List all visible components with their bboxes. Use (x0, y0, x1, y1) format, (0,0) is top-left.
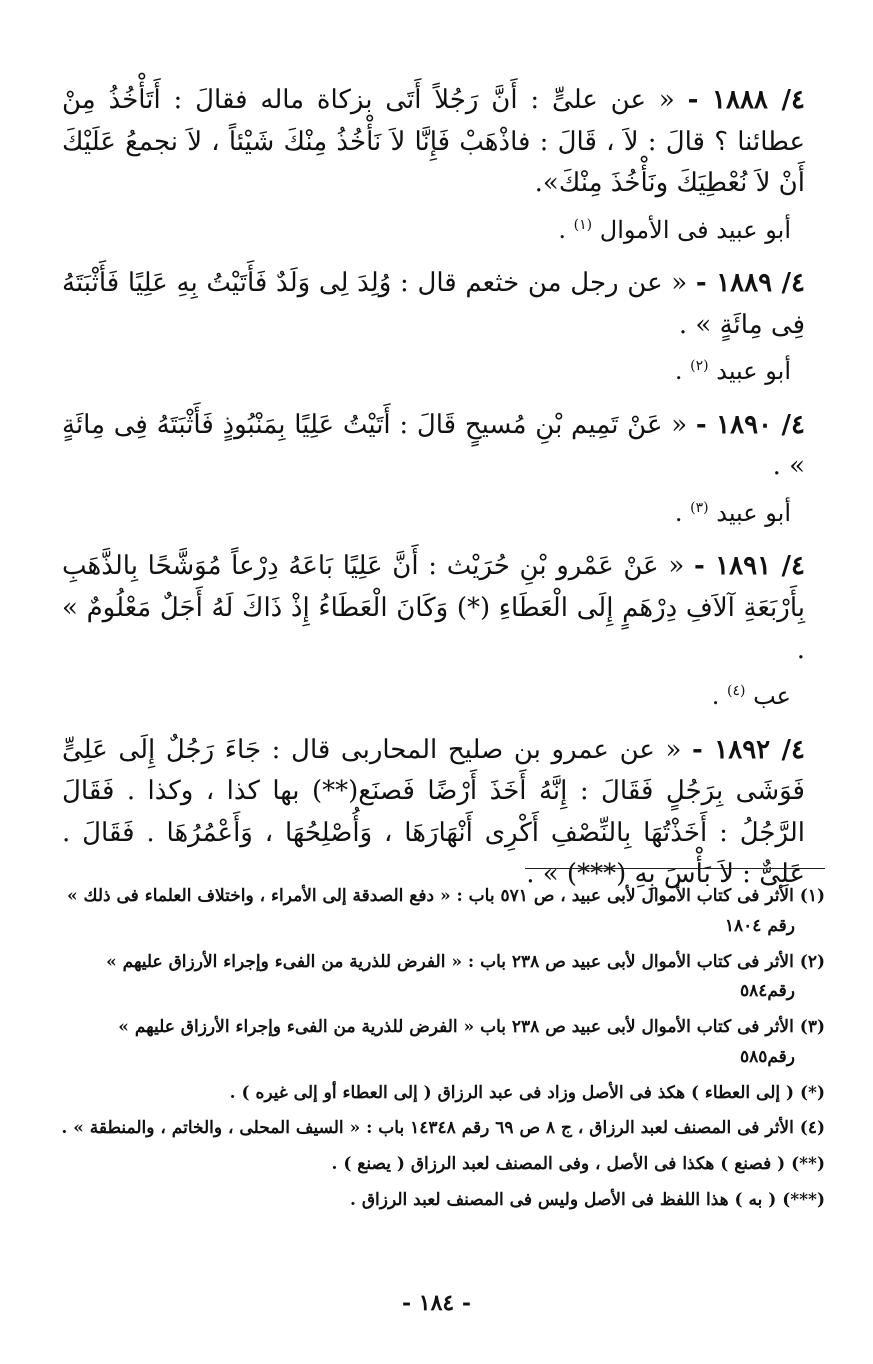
entry-number: ٤/ ١٨٩٠ - (695, 409, 805, 440)
footnote-triple-star (40, 1186, 825, 1216)
footnote-ref: (١) (573, 216, 593, 233)
entry-body: « عن عمرو بن صليح المحاربى قال : جَاءَ رَجُلٌ إِلَى عَلِىٍّ فَوَشَى بِرَجُلٍ فَقَالَ : إِنَّهُ أَخَذَ أَرْضًا فَصنَع(**) بها كذا ، وكذا . فَقَالَ الرَّجُلُ : أَخَذْتُهَا بِالنِّصْفِ أَكْرِى أَنْهَارَهَا ، وَأُصْلِحُهَا ، وَأَعْمُرُهَا . فَقَالَ . عَلِىٌّ : لاَ بَأْسَ بِهِ (***) » . (62, 734, 805, 890)
entry-1892 (62, 730, 805, 896)
footnote-ref: (٤) (727, 683, 746, 700)
entry-number: ٤/ ١٨٨٨ - (687, 85, 805, 115)
entry-source: عب $^{(٤)}$ . (711, 682, 791, 711)
entry-text (62, 405, 805, 488)
footnote-text: (***) ( به ) هذا اللفظ فى الأصل وليس فى المصنف لعبد الرزاق . (350, 1189, 825, 1210)
footnote-text: (٣) الأثر فى كتاب الأموال لأبى عبيد ص ٢٣٨ باب « الفرض للذرية من الفىء وإجراء الأرزاق عليهم » (118, 1017, 825, 1037)
source-label: أبو عبيد (716, 498, 791, 527)
footnote-text: (٤) الأثر فى المصنف لعبد الرزاق ، ج ٨ ص ٦٩ رقم ١٤٣٤٨ باب : « السيف المحلى ، والخاتم ، والمنطقة » . (61, 1118, 825, 1139)
entry-source: أبو عبيد فى الأموال $^{(١)}$ . (558, 215, 791, 244)
entry-number: ٤/ ١٨٩٢ - (692, 734, 806, 765)
entry-text (62, 546, 805, 671)
entry-body: « عن علىٍّ : أَنَّ رَجُلاً أَتَى بزكاة ماله فقالَ : أَتَأْخُذُ مِنْ عطائنا ؟ قالَ : لاَ ، قَالَ : فاذْهَبْ فَإِنَّا لاَ نَأْخُذُ مِنْكَ شَيْئاً ، لاَ نجمعُ عَلَيْكَ أَنْ لاَ نُعْطِيَكَ ونَأْخُذَ مِنْكَ». (62, 85, 805, 199)
footnote-divider (525, 868, 825, 869)
footnote-1 (40, 882, 825, 942)
entry-1889 (62, 263, 805, 391)
footnote-continuation: رقم٥٨٥ (739, 1046, 795, 1067)
entry-body: « عَنْ عَمْرو بْنِ حُرَيْث : أَنَّ عَلِيًا بَاعَهُ دِرْعاً مُوَشَّحًا بِالذَّهَبِ بِأَرْبَعَةِ آلاَفِ دِرْهَمٍ إِلَى الْعَطَاءِ (*) وَكَانَ الْعَطَاءُ إِذْ ذَاكَ لَهُ أَجَلٌ مَعْلُومٌ » . (62, 551, 805, 665)
entry-text (62, 80, 805, 205)
footnote-text: (١) الأثر فى كتاب الأموال لأبى عبيد ، ص ٥٧١ باب : « دفع الصدقة إلى الأمراء ، واختلاف العلماء فى ذلك » (66, 886, 825, 906)
footnote-continuation: رقم ١٨٠٤ (724, 915, 795, 936)
footnote-star (40, 1079, 825, 1109)
footnote-text: (٢) الأثر فى كتاب الأموال لأبى عبيد ص ٢٣٨ باب : « الفرض للذرية من الفىء وإجراء الأرزاق عليهم » (106, 951, 825, 972)
entry-1890 (62, 405, 805, 533)
entry-1888 (62, 80, 805, 249)
footnote-text: (**) ( فصنع ) هكذا فى الأصل ، وفى المصنف لعبد الرزاق ( يصنع ) . (331, 1154, 825, 1174)
entry-source: أبو عبيد $^{(٣)}$ . (674, 498, 791, 527)
footnote-ref: (٣) (690, 499, 709, 516)
footnote-continuation: رقم٥٨٤ (739, 981, 795, 1002)
entry-text (62, 263, 805, 346)
footnote-4 (40, 1114, 825, 1144)
entry-1891 (62, 546, 805, 715)
source-label: أبو عبيد فى الأموال (599, 215, 791, 244)
entry-number: ٤/ ١٨٩١ - (693, 551, 806, 582)
entry-body: « عن رجل من خثعم قال : وُلِدَ لِى وَلَدٌ فَأَتَيْتُ بِهِ عَلِيًا فَأَثْبَتَهُ فِى مِائَةٍ » . (62, 268, 805, 340)
footnote-3 (40, 1013, 825, 1073)
entry-body: « عَنْ تَمِيم بْنِ مُسيحٍ قَالَ : أَتَيْتُ عَلِيًا بِمَنْبُوذٍ فَأَثْبَتَهُ فِى مِائَةٍ » . (62, 409, 805, 482)
footnotes (40, 882, 825, 1222)
main-text (62, 80, 805, 896)
entry-source: أبو عبيد $^{(٢)}$ . (674, 357, 791, 386)
footnote-text: (*) ( إلى العطاء ) هكذ فى الأصل وزاد فى عبد الرزاق ( إلى العطاء أو إلى غيره ) . (229, 1082, 825, 1103)
entry-number: ٤/ ١٨٨٩ - (695, 268, 805, 299)
entry-text (62, 730, 805, 896)
footnote-2 (40, 948, 825, 1008)
footnote-double-star (40, 1150, 825, 1180)
page-number: - ١٨٤ - (401, 1290, 472, 1316)
footnote-ref: (٢) (690, 358, 709, 375)
source-label: عب (753, 682, 791, 711)
source-label: أبو عبيد (716, 357, 791, 386)
